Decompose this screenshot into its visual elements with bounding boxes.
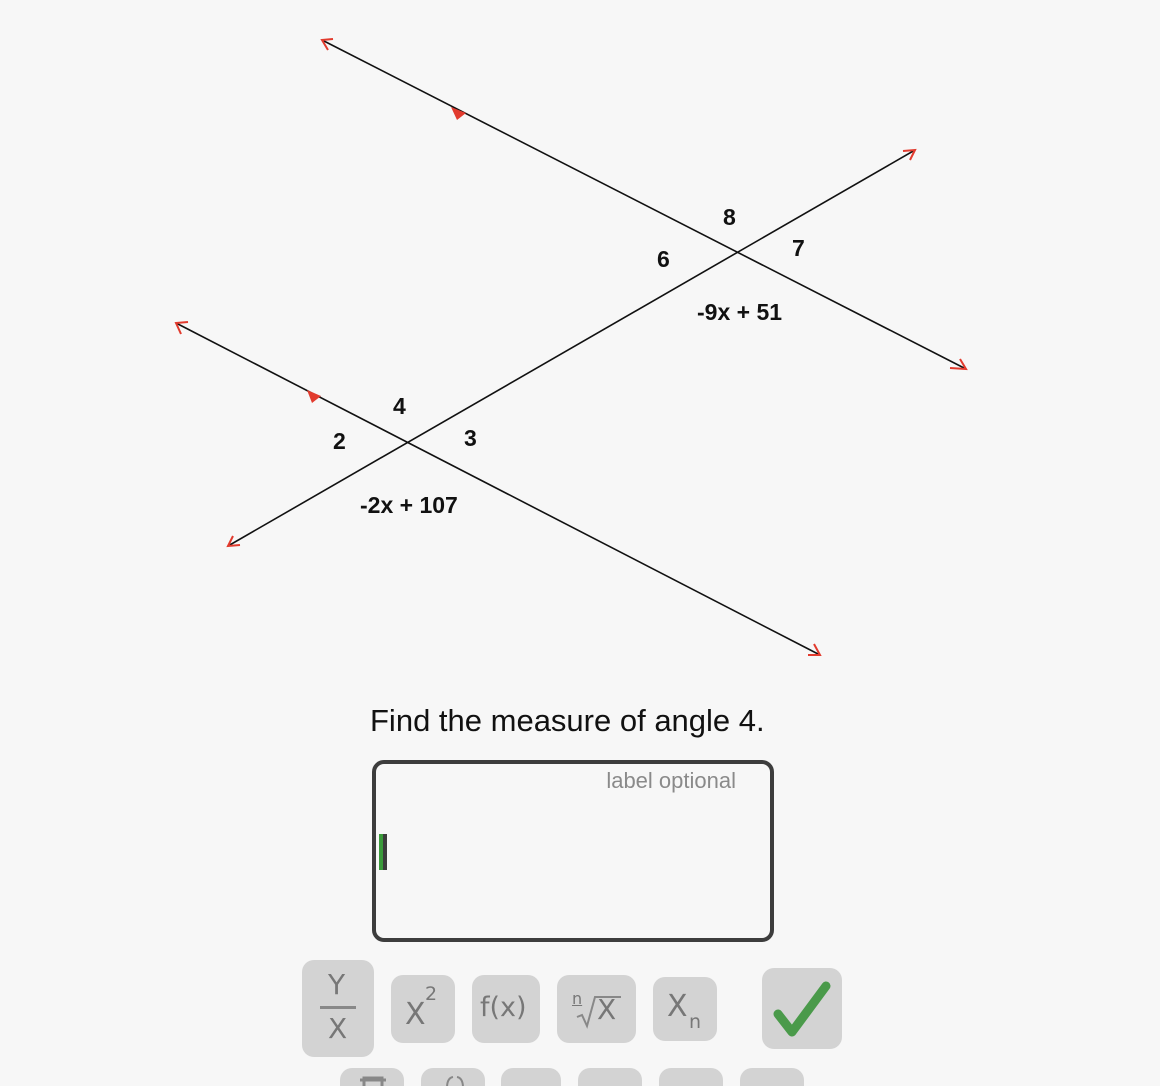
text-cursor bbox=[379, 834, 387, 870]
lower-angle-expression: -2x + 107 bbox=[360, 492, 458, 518]
keypad-key-partial-1[interactable] bbox=[340, 1068, 404, 1086]
upper-angle-expression: -9x + 51 bbox=[697, 299, 783, 325]
lower-parallel-line bbox=[176, 323, 820, 655]
nth-root-button[interactable] bbox=[557, 975, 636, 1043]
subscript-button[interactable] bbox=[653, 977, 717, 1041]
angle-label-4: 4 bbox=[393, 393, 406, 419]
fraction-numerator: Y bbox=[328, 968, 346, 1001]
angle-label-8: 8 bbox=[723, 204, 736, 230]
subscript-base: X bbox=[667, 989, 688, 1024]
root-radicand: X bbox=[597, 993, 617, 1026]
lower-line-parallel-marker bbox=[307, 390, 321, 403]
angle-label-2: 2 bbox=[333, 428, 346, 454]
exponent-button[interactable] bbox=[391, 975, 455, 1043]
angle-label-7: 7 bbox=[792, 235, 805, 261]
delete-icon bbox=[358, 1074, 388, 1086]
keypad-key-partial-4[interactable] bbox=[578, 1068, 642, 1086]
transversal-line bbox=[228, 150, 915, 546]
keypad-key-partial-2[interactable] bbox=[421, 1068, 485, 1086]
angle-label-3: 3 bbox=[464, 425, 477, 451]
answer-input[interactable] bbox=[372, 760, 774, 942]
exponent-power: 2 bbox=[425, 983, 438, 1005]
parentheses-icon bbox=[441, 1076, 469, 1086]
checkmark-icon bbox=[772, 978, 832, 1040]
submit-button[interactable] bbox=[762, 968, 842, 1049]
exponent-base: X bbox=[405, 997, 426, 1032]
keypad-key-partial-3[interactable] bbox=[501, 1068, 561, 1086]
fraction-button[interactable] bbox=[302, 960, 374, 1057]
root-index: n bbox=[572, 989, 583, 1008]
upper-parallel-line bbox=[322, 40, 966, 369]
question-text: Find the measure of angle 4. bbox=[370, 703, 765, 738]
keypad-key-partial-5[interactable] bbox=[659, 1068, 723, 1086]
answer-label-placeholder[interactable]: label optional bbox=[606, 768, 736, 793]
keypad-key-partial-6[interactable] bbox=[740, 1068, 804, 1086]
function-button[interactable] bbox=[472, 975, 540, 1043]
function-icon: f(x) bbox=[480, 992, 527, 1023]
angle-label-6: 6 bbox=[657, 246, 670, 272]
subscript-index: n bbox=[689, 1011, 702, 1033]
fraction-denominator: X bbox=[328, 1012, 348, 1045]
